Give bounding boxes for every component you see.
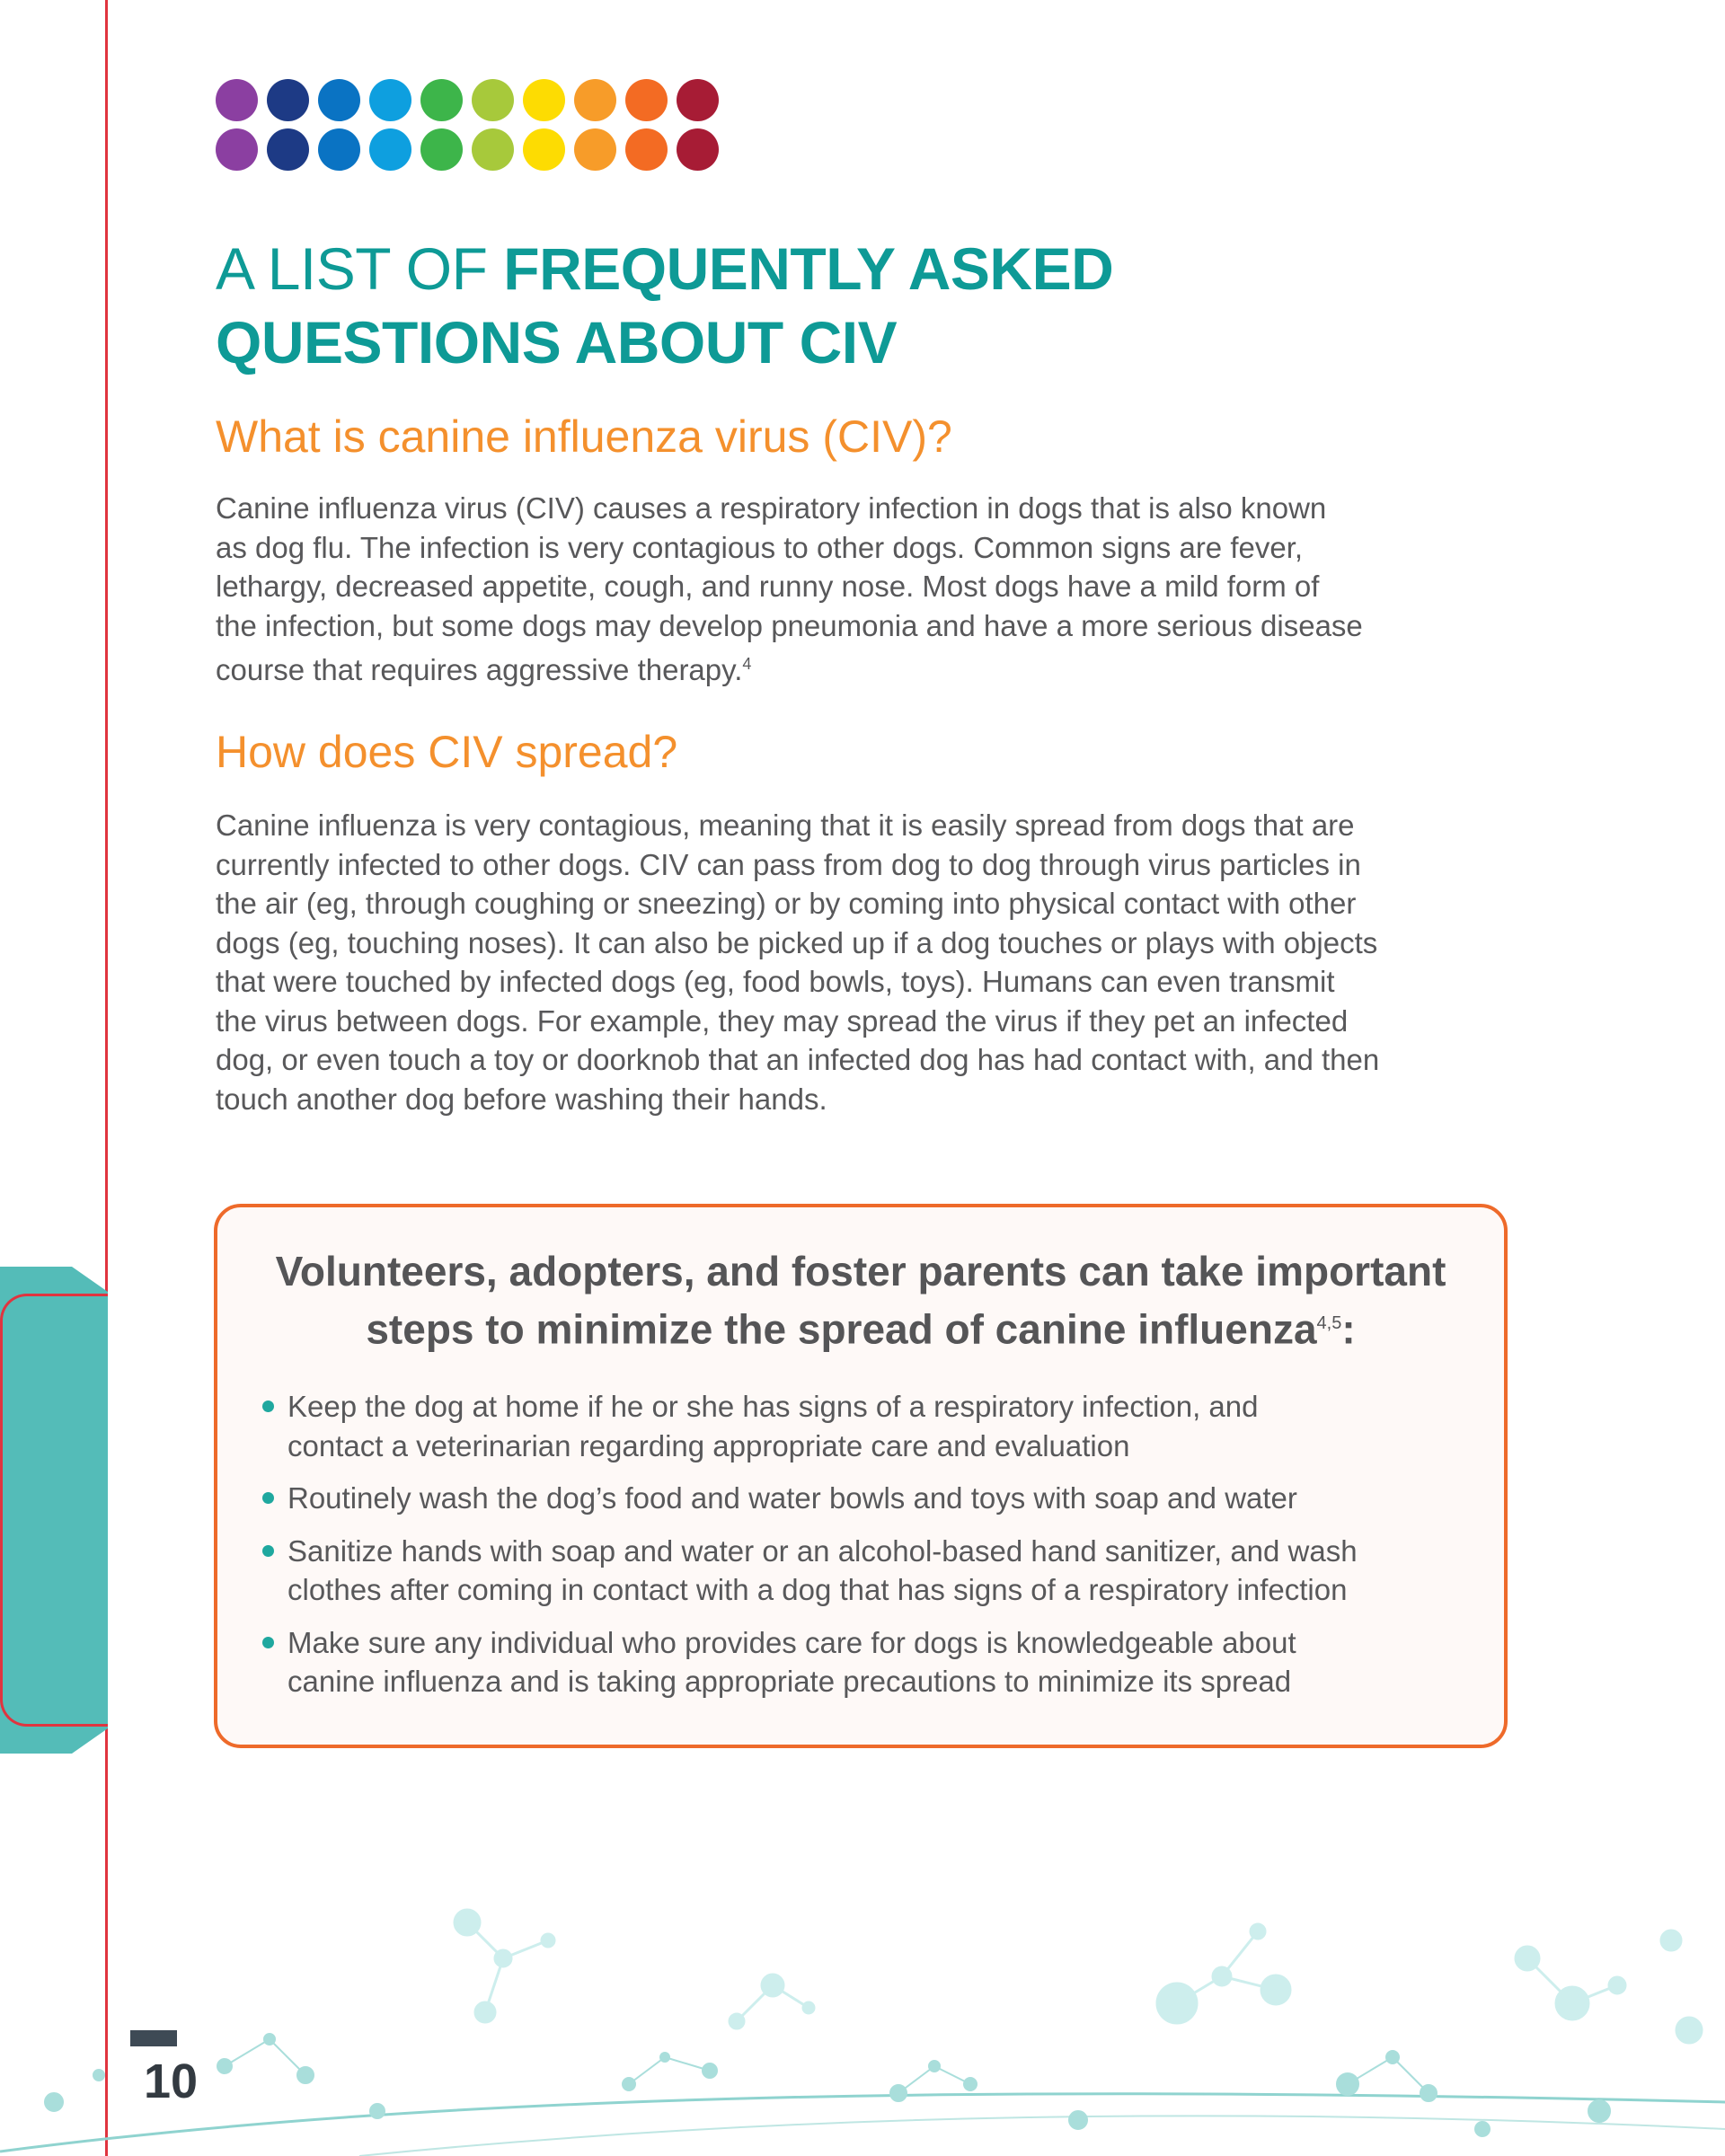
page-number: 10 [144,2054,199,2108]
color-dot [369,79,411,121]
section-heading-how-spread: How does CIV spread? [216,727,678,777]
bullet-icon [262,1637,274,1648]
color-dot [216,79,258,121]
list-item-text: Routinely wash the dog’s food and water bowls and toys with soap and water [288,1481,1297,1515]
paragraph-line: as dog flu. The infection is very contagious to other dogs. Common signs are fever, [216,530,1304,564]
title-bold-2: QUESTIONS ABOUT CIV [216,309,898,376]
list-item-text: clothes after coming in contact with a dog that has signs of a respiratory infection [288,1573,1348,1607]
callout-heading-colon: : [1341,1305,1356,1353]
bullet-icon [262,1401,274,1412]
color-dot [318,128,360,171]
color-dot [625,79,668,121]
paragraph-line: course that requires aggressive therapy. [216,653,743,686]
page-title [216,232,1113,379]
section-paragraph-what-is-civ [216,489,1527,690]
paragraph-line: the virus between dogs. For example, they may spread the virus if they pet an infected [216,1003,1349,1038]
paragraph-line: that were touched by infected dogs (eg, food bowls, toys). Humans can even transmit [216,965,1335,998]
reference-superscript: 4 [742,655,752,673]
list-item-text: Sanitize hands with soap and water or an alcohol-based hand sanitizer, and wash [288,1533,1358,1568]
page-number-bar [130,2030,177,2046]
paragraph-line: currently infected to other dogs. CIV can pass from dog to dog through virus particles in [216,847,1361,881]
color-dot-grid [216,79,719,178]
callout-heading-line: steps to minimize the spread of canine influenza [366,1305,1317,1353]
list-item [288,1532,1468,1610]
color-dot [267,79,309,121]
callout-heading-line: Volunteers, adopters, and foster parents can take important [275,1248,1446,1294]
list-item [288,1387,1468,1465]
color-dot [369,128,411,171]
bullet-icon [262,1545,274,1557]
dot-row [216,79,719,121]
decorative-curve [359,2116,1725,2156]
color-dot [625,128,668,171]
paragraph-line: dogs (eg, touching noses). It can also be picked up if a dog touches or plays with objects [216,925,1378,959]
paragraph-line: Canine influenza is very contagious, meaning that it is easily spread from dogs that are [216,808,1355,842]
list-item [288,1479,1468,1518]
title-bold-1: FREQUENTLY ASKED [503,235,1114,302]
bullet-icon [262,1492,274,1504]
paragraph-line: touch another dog before washing their hands. [216,1082,827,1116]
color-dot [677,79,719,121]
color-dot [574,128,616,171]
callout-heading [253,1245,1468,1355]
color-dot [574,79,616,121]
color-dot [472,79,514,121]
molecule-cluster [45,2034,1610,2136]
color-dot [216,128,258,171]
callout-box [214,1204,1508,1748]
title-light: A LIST OF [216,235,488,302]
color-dot [318,79,360,121]
paragraph-line: dog, or even touch a toy or doorknob that an infected dog has had contact with, and then [216,1043,1380,1076]
reference-superscript: 4,5 [1316,1313,1342,1333]
molecule-decoration [0,1797,1725,2156]
section-paragraph-how-spread [216,806,1527,1118]
dot-row [216,128,719,171]
section-heading-what-is-civ: What is canine influenza virus (CIV)? [216,411,952,462]
color-dot [472,128,514,171]
color-dot [677,128,719,171]
callout-list [217,1387,1504,1701]
paragraph-line: the infection, but some dogs may develop pneumonia and have a more serious disease [216,608,1363,642]
color-dot [420,128,463,171]
list-item-text: canine influenza and is taking appropriate precautions to minimize its spread [288,1665,1292,1699]
list-item-text: Keep the dog at home if he or she has signs of a respiratory infection, and [288,1390,1259,1424]
side-tab-outline [0,1294,108,1727]
paragraph-line: the air (eg, through coughing or sneezing) or by coming into physical contact with other [216,887,1357,920]
paragraph-line: Canine influenza virus (CIV) causes a respiratory infection in dogs that is also known [216,491,1327,525]
list-item [288,1623,1468,1701]
color-dot [523,128,565,171]
color-dot [523,79,565,121]
molecule-cluster [455,1910,1702,2043]
color-dot [420,79,463,121]
paragraph-line: lethargy, decreased appetite, cough, and runny nose. Most dogs have a mild form of [216,570,1320,603]
list-item-text: contact a veterinarian regarding appropriate care and evaluation [288,1428,1130,1462]
list-item-text: Make sure any individual who provides care for dogs is knowledgeable about [288,1625,1296,1659]
color-dot [267,128,309,171]
